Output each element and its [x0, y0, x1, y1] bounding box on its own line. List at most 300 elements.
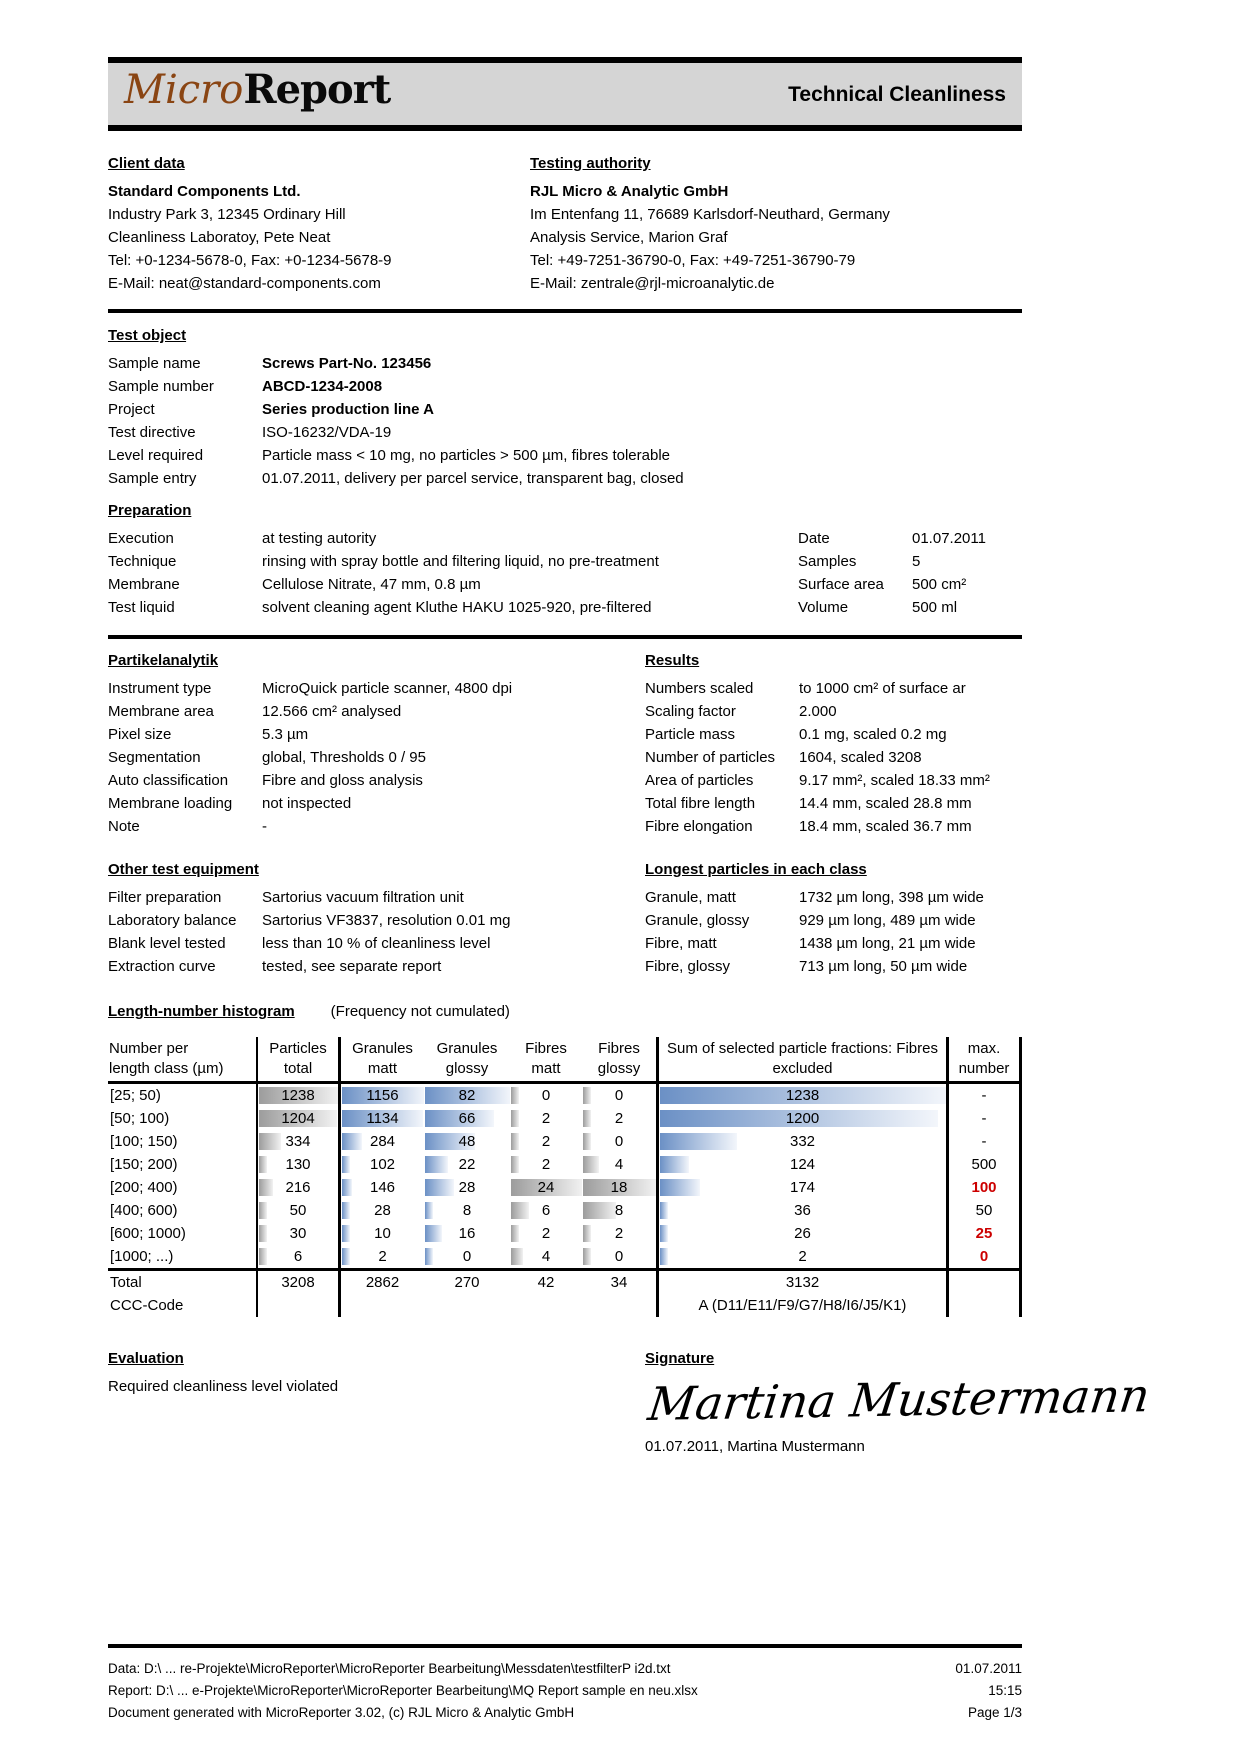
cell-value: 1134: [366, 1110, 399, 1127]
kv-label: Test liquid: [108, 599, 175, 616]
kv-label: Number of particles: [645, 749, 776, 766]
table-cell: [946, 1037, 1022, 1081]
kv-value: to 1000 cm² of surface ar: [799, 680, 966, 697]
cell-value: 6: [541, 1202, 551, 1219]
header-line: Granules: [352, 1040, 413, 1057]
table-cell: [582, 1222, 656, 1245]
header-line: max.: [967, 1040, 1001, 1057]
footer-left-text: Document generated with MicroReporter 3.02, (c) RJL Micro & Analytic GmbH: [108, 1705, 575, 1720]
histogram-table: [108, 1037, 1022, 1317]
table-cell: [424, 1037, 510, 1081]
kv-value: 500 ml: [912, 599, 958, 616]
footer-right-text: Page 1/3: [967, 1705, 1022, 1720]
kv-value: 14.4 mm, scaled 28.8 mm: [799, 795, 972, 812]
cell-value: 18: [610, 1179, 628, 1196]
kv-value: 1732 µm long, 398 µm wide: [799, 889, 984, 906]
results-block: [645, 649, 1022, 838]
kv-row: [108, 467, 1022, 490]
cell-value: 146: [369, 1179, 396, 1196]
kv-value: 713 µm long, 50 µm wide: [799, 958, 968, 975]
table-cell: [338, 1199, 424, 1222]
table-cell: A (D11/E11/F9/G7/H8/I6/J5/K1): [656, 1294, 946, 1317]
kv-label: Membrane loading: [108, 795, 233, 812]
kv-value: 929 µm long, 489 µm wide: [799, 912, 976, 929]
address-line: Cleanliness Laboratoy, Pete Neat: [108, 229, 331, 246]
kv-row: [108, 746, 645, 769]
table-cell: [656, 1199, 946, 1222]
kv-label: Auto classification: [108, 772, 229, 789]
table-cell: [256, 1130, 338, 1153]
cell-value: 332: [789, 1133, 816, 1150]
kv-label: Test directive: [108, 424, 196, 441]
kv-value: Fibre and gloss analysis: [262, 772, 423, 789]
footer-rule: [108, 1644, 1022, 1648]
kv-value: Cellulose Nitrate, 47 mm, 0.8 µm: [262, 576, 481, 593]
kv-label: Pixel size: [108, 726, 172, 743]
table-cell: 3208: [256, 1271, 338, 1294]
footer-left-text: Report: D:\ ... e-Projekte\MicroReporter\MicroReporter Bearbeitung\MQ Report sample en neu.xlsx: [108, 1683, 698, 1698]
table-row: [108, 1222, 1022, 1245]
kv-row: [645, 769, 1022, 792]
table-cell: [108, 1037, 256, 1081]
value-bar: [259, 1225, 267, 1242]
table-cell: [256, 1199, 338, 1222]
footer-line: [108, 1680, 1022, 1702]
table-cell: [582, 1245, 656, 1268]
kv-value: 01.07.2011, delivery per parcel service, transparent bag, closed: [262, 470, 684, 487]
kv-value: 12.566 cm² analysed: [262, 703, 402, 720]
longest-particles-rows: [645, 886, 1022, 978]
value-bar: [425, 1248, 433, 1265]
table-cell: [424, 1176, 510, 1199]
table-cell: [256, 1245, 338, 1268]
table-cell: [582, 1037, 656, 1081]
table-cell: CCC-Code: [110, 1297, 184, 1314]
table-cell: 34: [610, 1274, 628, 1291]
cell-value: 102: [369, 1156, 396, 1173]
header-line: total: [283, 1060, 313, 1077]
kv-value: 5.3 µm: [262, 726, 309, 743]
table-cell: 42: [537, 1274, 555, 1291]
address-line: Tel: +49-7251-36790-0, Fax: +49-7251-36790-79: [530, 252, 856, 269]
header-line: number: [958, 1060, 1010, 1077]
table-cell: [338, 1153, 424, 1176]
kv-label: Filter preparation: [108, 889, 222, 906]
table-total-row: [108, 1268, 1022, 1294]
table-cell: [338, 1130, 424, 1153]
header-line: matt: [367, 1060, 398, 1077]
kv-row: [108, 421, 1022, 444]
table-cell: [338, 1107, 424, 1130]
testing-authority-heading: Testing authority: [530, 155, 651, 172]
table-cell: [338, 1294, 424, 1317]
table-cell: [400; 600): [110, 1202, 178, 1219]
cell-value: 1238: [785, 1087, 820, 1104]
kv-label: Membrane area: [108, 703, 214, 720]
table-row: [108, 1107, 1022, 1130]
cell-value: 6: [293, 1248, 303, 1265]
address-line: E-Mail: neat@standard-components.com: [108, 275, 381, 292]
cell-value: 4: [541, 1248, 551, 1265]
cell-value: 28: [458, 1179, 476, 1196]
table-cell: [424, 1130, 510, 1153]
kv-value: 18.4 mm, scaled 36.7 mm: [799, 818, 972, 835]
signature-block: [645, 1347, 1153, 1458]
equipment-longest-section: [108, 858, 1022, 978]
value-bar: [583, 1225, 591, 1242]
cell-value: 26: [794, 1225, 811, 1242]
kv-value: 9.17 mm², scaled 18.33 mm²: [799, 772, 990, 789]
table-cell: [656, 1222, 946, 1245]
header-line: excluded: [772, 1060, 833, 1077]
kv-row: [108, 909, 645, 932]
table-cell: [510, 1084, 582, 1107]
cell-value: 2: [541, 1133, 551, 1150]
kv-label: Granule, matt: [645, 889, 736, 906]
table-cell: [424, 1245, 510, 1268]
table-cell: [424, 1199, 510, 1222]
address-line: Industry Park 3, 12345 Ordinary Hill: [108, 206, 346, 223]
equipment-heading: Other test equipment: [108, 861, 259, 878]
kv-value: MicroQuick particle scanner, 4800 dpi: [262, 680, 513, 697]
longest-particles-heading: Longest particles in each class: [645, 861, 867, 878]
address-line: Tel: +0-1234-5678-0, Fax: +0-1234-5678-9: [108, 252, 392, 269]
particle-analytics-heading: Partikelanalytik: [108, 652, 219, 669]
test-object-rows: [108, 352, 1022, 490]
cell-value: 0: [462, 1248, 472, 1265]
kv-label: Project: [108, 401, 155, 418]
kv-value: Series production line A: [262, 401, 434, 418]
value-bar: [660, 1179, 700, 1196]
footer-left-text: Data: D:\ ... re-Projekte\MicroReporter\MicroReporter Bearbeitung\Messdaten\testfilterP i2d.txt: [108, 1661, 671, 1676]
signature-caption: 01.07.2011, Martina Mustermann: [645, 1438, 865, 1455]
kv-label: Segmentation: [108, 749, 201, 766]
table-cell: [424, 1153, 510, 1176]
table-cell: [600; 1000): [110, 1225, 186, 1242]
particle-analytics-rows: [108, 677, 645, 838]
table-cell: [510, 1222, 582, 1245]
kv-row: [108, 352, 1022, 375]
header-line: Sum of selected particle fractions: Fibres: [667, 1040, 938, 1057]
kv-value: ABCD-1234-2008: [262, 378, 383, 395]
value-bar: [259, 1156, 267, 1173]
page-title: Technical Cleanliness: [788, 82, 1006, 106]
value-bar: [511, 1087, 519, 1104]
table-cell: [510, 1130, 582, 1153]
cell-value: 1238: [281, 1087, 315, 1104]
table-cell: [25; 50): [110, 1087, 161, 1104]
client-data-heading: Client data: [108, 155, 185, 172]
histogram-note: (Frequency not cumulated): [330, 1003, 510, 1020]
table-cell: [510, 1153, 582, 1176]
table-cell: 270: [454, 1274, 480, 1291]
table-cell: [582, 1153, 656, 1176]
footer-right-text: 01.07.2011: [955, 1661, 1022, 1676]
table-cell: [656, 1084, 946, 1107]
table-cell: Total: [110, 1274, 142, 1291]
table-cell: [424, 1107, 510, 1130]
cell-value: 10: [374, 1225, 391, 1242]
address-line: Im Entenfang 11, 76689 Karlsdorf-Neuthard, Germany: [530, 206, 890, 223]
kv-label: Total fibre length: [645, 795, 756, 812]
kv-label: Volume: [798, 599, 849, 616]
header-line: Particles: [269, 1040, 327, 1057]
header-line: Fibres: [598, 1040, 640, 1057]
kv-row: [108, 677, 645, 700]
table-cell: [656, 1176, 946, 1199]
kv-row: [108, 886, 645, 909]
table-cell: 2862: [338, 1271, 424, 1294]
kv-label: Sample entry: [108, 470, 197, 487]
value-bar: [259, 1133, 281, 1150]
longest-particles-block: [645, 858, 1022, 978]
signature-heading: Signature: [645, 1350, 715, 1367]
cell-value: 216: [285, 1179, 311, 1196]
value-bar: [425, 1202, 433, 1219]
table-cell: [338, 1245, 424, 1268]
kv-row: [645, 932, 1022, 955]
kv-label: Samples: [798, 553, 857, 570]
value-bar: [342, 1156, 350, 1173]
value-bar: [259, 1202, 267, 1219]
table-cell: [150; 200): [110, 1156, 178, 1173]
kv-label: Execution: [108, 530, 174, 547]
kv-value: tested, see separate report: [262, 958, 442, 975]
table-cell: [256, 1176, 338, 1199]
value-bar: [425, 1179, 454, 1196]
kv-row: [108, 792, 645, 815]
kv-value: 1604, scaled 3208: [799, 749, 922, 766]
kv-row: [108, 444, 1022, 467]
table-cell: [424, 1294, 510, 1317]
cell-value: 130: [285, 1156, 311, 1173]
value-bar: [342, 1133, 362, 1150]
authority-address-lines: [530, 203, 1022, 295]
cell-value: 28: [374, 1202, 391, 1219]
section-rule: [108, 635, 1022, 639]
equipment-block: [108, 858, 645, 978]
kv-row: [108, 815, 645, 838]
table-cell: 500: [946, 1153, 1022, 1176]
value-bar: [660, 1133, 737, 1150]
kv-label: Area of particles: [645, 772, 754, 789]
client-data-block: [108, 152, 530, 295]
table-cell: [424, 1084, 510, 1107]
table-row: [108, 1153, 1022, 1176]
table-header: [108, 1037, 1022, 1084]
table-cell: [510, 1176, 582, 1199]
table-cell: [510, 1107, 582, 1130]
evaluation-signature-section: [108, 1347, 1153, 1458]
kv-label: Technique: [108, 553, 177, 570]
cell-value: 0: [614, 1248, 624, 1265]
value-bar: [511, 1225, 519, 1242]
value-bar: [583, 1202, 616, 1219]
client-address-lines: [108, 203, 530, 295]
table-row: [108, 1176, 1022, 1199]
table-cell: [338, 1037, 424, 1081]
kv-row: [108, 955, 645, 978]
cell-value: 2: [378, 1248, 387, 1265]
table-row: [108, 1199, 1022, 1222]
value-bar: [425, 1156, 448, 1173]
table-cell: [582, 1199, 656, 1222]
header-line: Number per: [109, 1040, 189, 1057]
table-cell: -: [946, 1130, 1022, 1153]
cell-value: 50: [289, 1202, 307, 1219]
kv-value: less than 10 % of cleanliness level: [262, 935, 491, 952]
table-cell: [656, 1245, 946, 1268]
table-cell: [656, 1153, 946, 1176]
cell-value: 8: [614, 1202, 624, 1219]
results-rows: [645, 677, 1022, 838]
table-cell: -: [946, 1107, 1022, 1130]
kv-value: -: [262, 818, 267, 835]
table-cell: [656, 1037, 946, 1081]
table-cell: [424, 1222, 510, 1245]
cell-value: 30: [289, 1225, 307, 1242]
table-cell: [582, 1294, 656, 1317]
value-bar: [342, 1179, 352, 1196]
footer-right-text: 15:15: [988, 1683, 1022, 1698]
value-bar: [511, 1133, 519, 1150]
kv-label: Blank level tested: [108, 935, 226, 952]
footer-line: [108, 1658, 1022, 1680]
kv-row: [645, 909, 1022, 932]
kv-row: [645, 815, 1022, 838]
kv-value: not inspected: [262, 795, 352, 812]
cell-value: 284: [369, 1133, 396, 1150]
table-cell: 50: [946, 1199, 1022, 1222]
authority-company: RJL Micro & Analytic GmbH: [530, 183, 729, 200]
preparation-heading: Preparation: [108, 502, 192, 519]
cell-value: 16: [458, 1225, 476, 1242]
table-row: [108, 1084, 1022, 1107]
kv-row: [108, 723, 645, 746]
signature-script: Martina Mustermann: [645, 1368, 1153, 1432]
table-cell: [510, 1294, 582, 1317]
cell-value: 82: [458, 1087, 476, 1104]
footer-lines: [108, 1658, 1022, 1724]
cell-value: 2: [541, 1110, 551, 1127]
table-cell: [946, 1294, 1022, 1317]
value-bar: [583, 1133, 591, 1150]
table-cell: [100; 150): [110, 1133, 178, 1150]
value-bar: [259, 1248, 267, 1265]
value-bar: [660, 1202, 668, 1219]
table-cell: [338, 1222, 424, 1245]
table-cell: [656, 1130, 946, 1153]
table-cell: 100: [946, 1176, 1022, 1199]
kv-value: Particle mass < 10 mg, no particles > 500 µm, fibres tolerable: [262, 447, 670, 464]
value-bar: [259, 1179, 273, 1196]
kv-label: Note: [108, 818, 140, 835]
evaluation-text: Required cleanliness level violated: [108, 1378, 339, 1395]
header-line: Granules: [436, 1040, 498, 1057]
table-cell: -: [946, 1084, 1022, 1107]
table-cell: [1000; ...): [110, 1248, 174, 1265]
value-bar: [583, 1156, 599, 1173]
table-cell: [946, 1271, 1022, 1294]
kv-value: Sartorius vacuum filtration unit: [262, 889, 464, 906]
cell-value: 48: [458, 1133, 476, 1150]
kv-label: Fibre, glossy: [645, 958, 731, 975]
cell-value: 1156: [366, 1087, 399, 1104]
table-cell: [50; 100): [110, 1110, 170, 1127]
kv-row: [645, 955, 1022, 978]
kv-label: Numbers scaled: [645, 680, 754, 697]
value-bar: [660, 1248, 668, 1265]
header-bottom-rule: [108, 125, 1022, 131]
table-cell: 3132: [656, 1271, 946, 1294]
value-bar: [660, 1156, 689, 1173]
address-line: Analysis Service, Marion Graf: [530, 229, 728, 246]
cell-value: 0: [541, 1087, 551, 1104]
particle-analytics-block: [108, 649, 645, 838]
value-bar: [511, 1110, 519, 1127]
address-line: E-Mail: zentrale@rjl-microanalytic.de: [530, 275, 775, 292]
analytics-results-section: [108, 649, 1022, 838]
kv-label: Date: [798, 530, 830, 547]
table-cell: [200; 400): [110, 1179, 178, 1196]
value-bar: [511, 1248, 523, 1265]
kv-label: Scaling factor: [645, 703, 736, 720]
kv-value: solvent cleaning agent Kluthe HAKU 1025-920, pre-filtered: [262, 599, 652, 616]
cell-value: 36: [794, 1202, 811, 1219]
kv-label: Laboratory balance: [108, 912, 237, 929]
kv-value: Sartorius VF3837, resolution 0.01 mg: [262, 912, 511, 929]
header-line: glossy: [445, 1060, 489, 1077]
kv-row: [645, 746, 1022, 769]
table-ccc-row: [108, 1294, 1022, 1317]
report-header: [108, 63, 1022, 125]
equipment-rows: [108, 886, 645, 978]
histogram-heading-row: [108, 1000, 1022, 1028]
table-cell: [338, 1084, 424, 1107]
kv-value: at testing autority: [262, 530, 377, 547]
kv-row: [645, 723, 1022, 746]
table-cell: [582, 1107, 656, 1130]
table-cell: [256, 1084, 338, 1107]
kv-label: Sample number: [108, 378, 214, 395]
kv-value: 01.07.2011: [912, 530, 986, 547]
test-object-section: [108, 324, 1022, 490]
footer-line: [108, 1702, 1022, 1724]
value-bar: [583, 1248, 591, 1265]
cell-value: 2: [541, 1156, 551, 1173]
kv-row: [108, 375, 1022, 398]
kv-label: Fibre elongation: [645, 818, 753, 835]
cell-value: 2: [614, 1110, 624, 1127]
value-bar: [660, 1225, 668, 1242]
cell-value: 8: [462, 1202, 472, 1219]
section-rule: [108, 309, 1022, 313]
logo-report-text: Report: [243, 66, 391, 113]
table-cell: [582, 1176, 656, 1199]
kv-row: [108, 398, 1022, 421]
header-line: length class (µm): [109, 1060, 224, 1077]
preparation-rows: [108, 527, 1022, 619]
page-footer: [108, 1644, 1022, 1724]
table-cell: 0: [946, 1245, 1022, 1268]
kv-value: 1438 µm long, 21 µm wide: [799, 935, 976, 952]
table-cell: [510, 1245, 582, 1268]
cell-value: 174: [789, 1179, 816, 1196]
table-cell: [510, 1037, 582, 1081]
table-cell: [582, 1084, 656, 1107]
value-bar: [342, 1248, 350, 1265]
kv-label: Level required: [108, 447, 204, 464]
